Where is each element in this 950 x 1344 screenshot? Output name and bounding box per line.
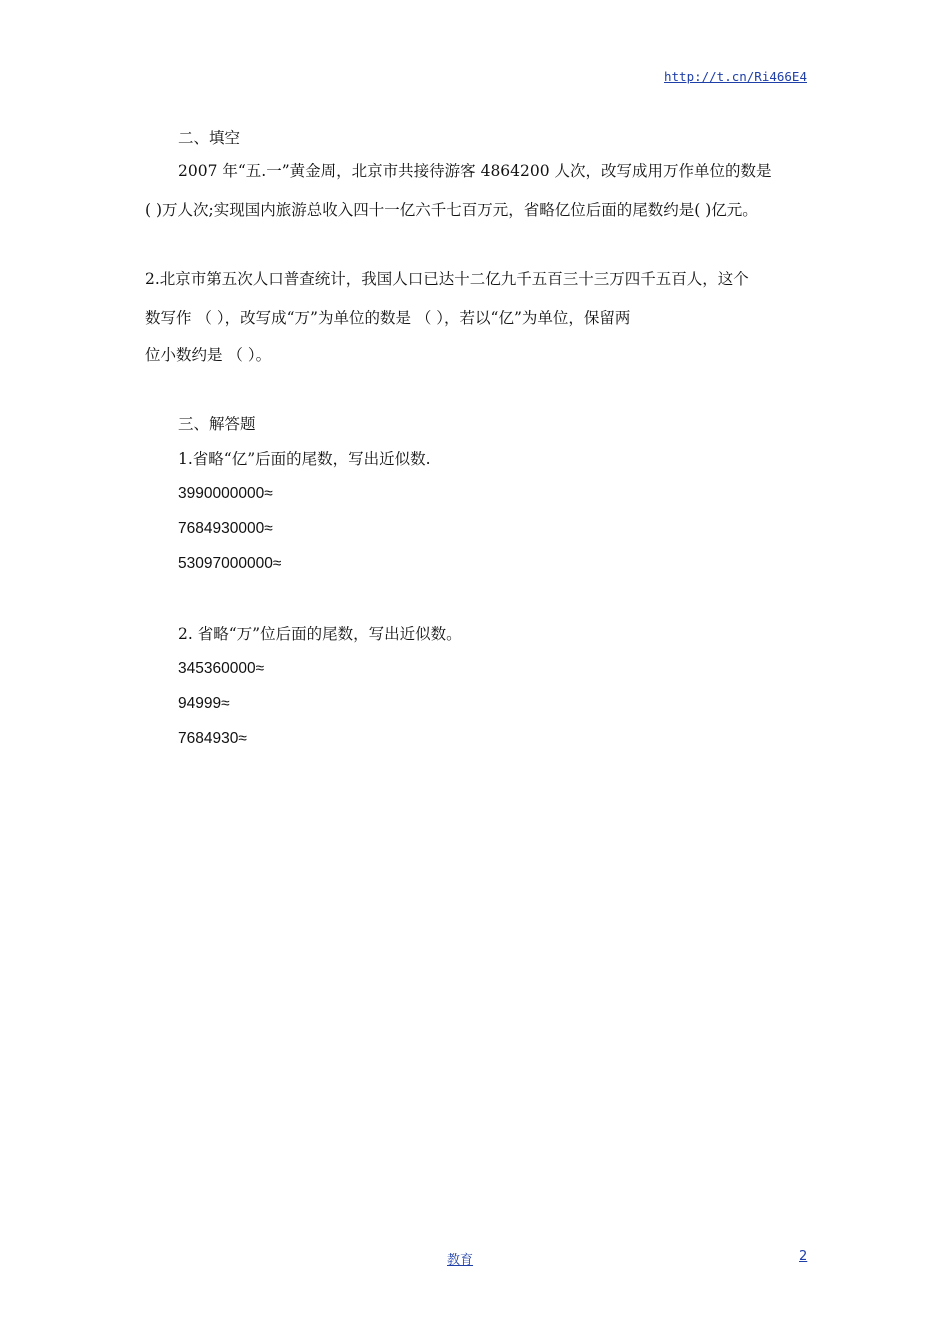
answer-question-2-title: 2. 省略“万”位后面的尾数，写出近似数。 bbox=[178, 625, 462, 643]
footer-center-link[interactable]: 教育 bbox=[447, 1253, 474, 1268]
section-title-answer: 三、解答题 bbox=[178, 415, 256, 433]
question-2-line-2: 数写作 （ ），改写成“万”为单位的数是 （ ），若以“亿”为单位，保留两 bbox=[145, 309, 631, 327]
question-1-line-2: ( )万人次;实现国内旅游总收入四十一亿六千七百万元，省略亿位后面的尾数约是( )亿元。 bbox=[145, 201, 758, 219]
section-title-fill-blank: 二、填空 bbox=[178, 129, 241, 147]
answer-2-item-2: 94999≈ bbox=[178, 695, 230, 712]
footer-page-number[interactable]: 2 bbox=[799, 1249, 808, 1264]
answer-2-item-1: 345360000≈ bbox=[178, 660, 265, 677]
answer-2-item-3: 7684930≈ bbox=[178, 730, 247, 747]
question-2-line-3: 位小数约是 （ ）。 bbox=[145, 346, 272, 364]
answer-question-1-title: 1.省略“亿”后面的尾数，写出近似数. bbox=[178, 450, 431, 468]
question-1-line-1: 2007 年“五.一”黄金周，北京市共接待游客 4864200 人次，改写成用万作单位的数是 bbox=[178, 162, 772, 180]
question-2-line-1: 2.北京市第五次人口普查统计，我国人口已达十二亿九千五百三十三万四千五百人，这个 bbox=[145, 270, 749, 288]
header-url-link[interactable]: http://t.cn/Ri466E4 bbox=[664, 69, 807, 84]
answer-1-item-3: 53097000000≈ bbox=[178, 555, 282, 572]
answer-1-item-2: 7684930000≈ bbox=[178, 520, 273, 537]
answer-1-item-1: 3990000000≈ bbox=[178, 485, 273, 502]
